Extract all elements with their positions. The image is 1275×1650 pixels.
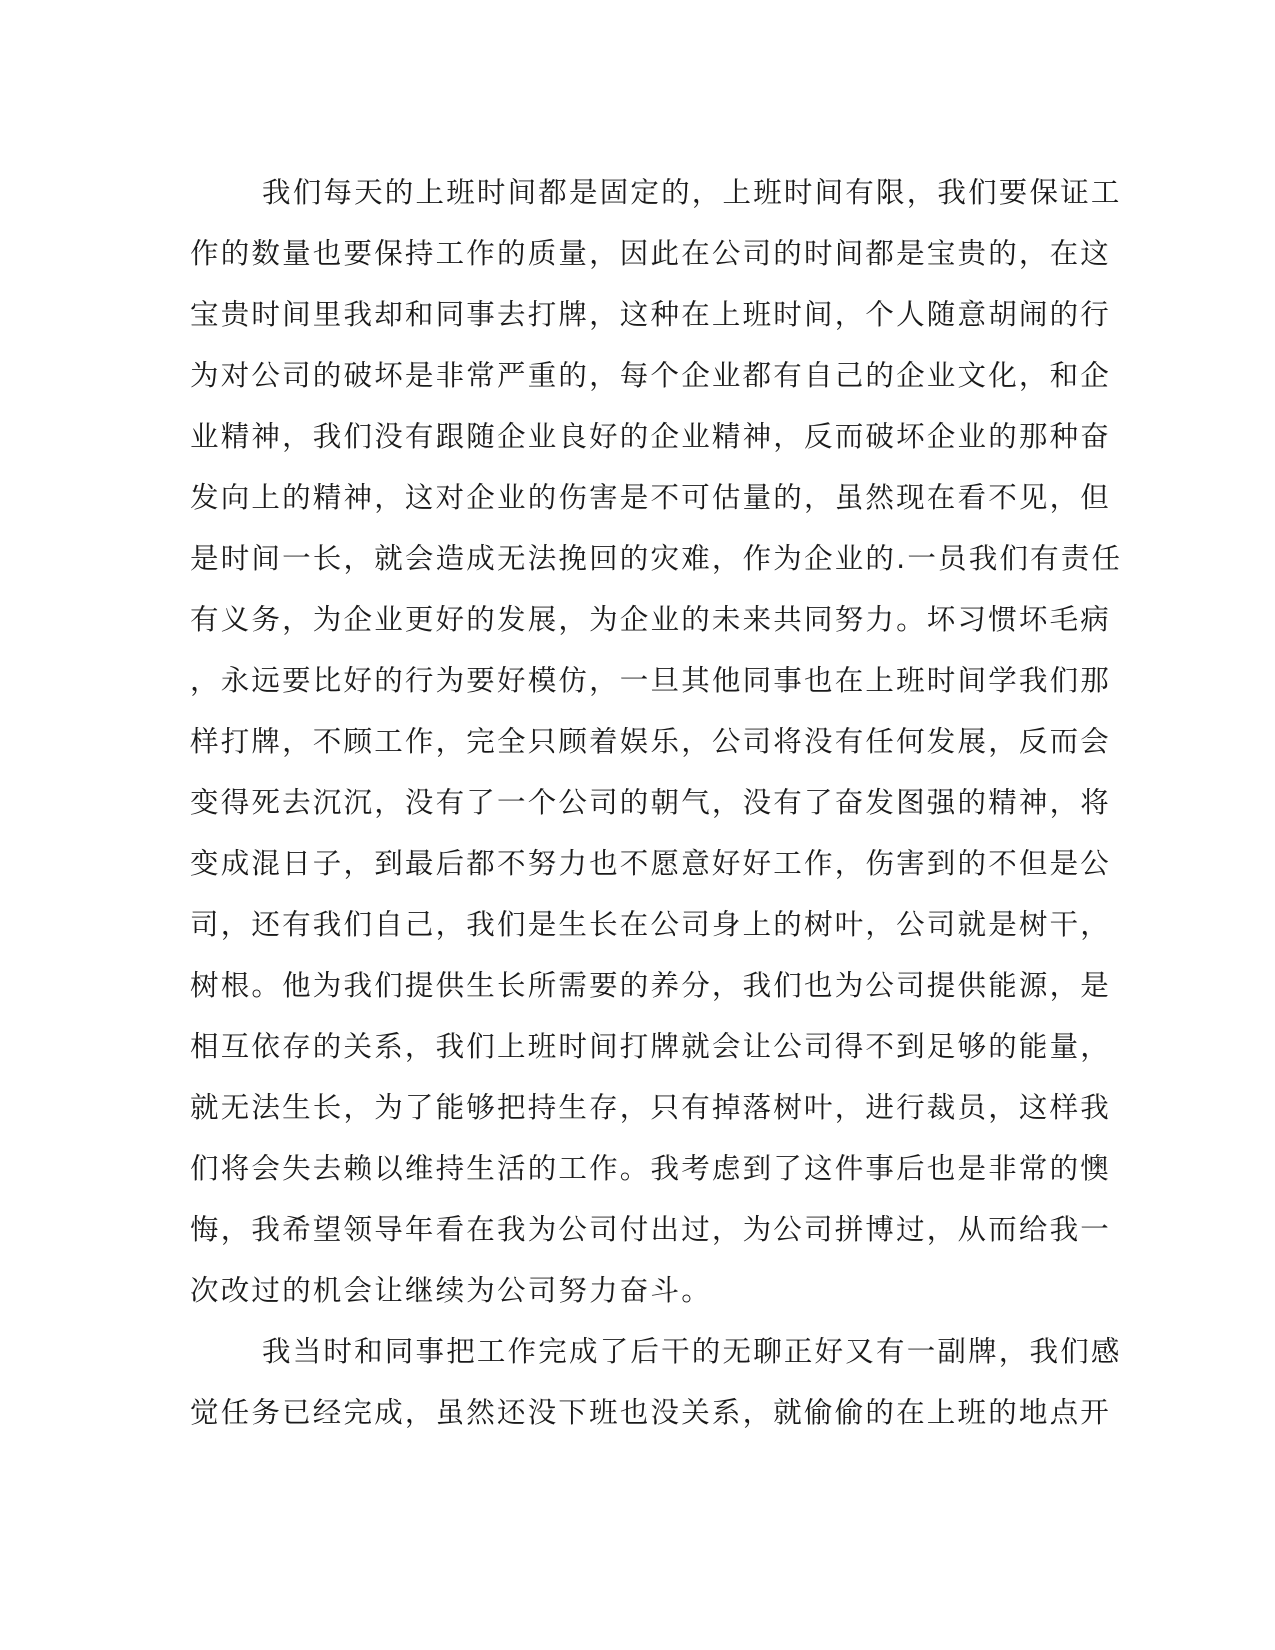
paragraph-1-line: 发向上的精神，这对企业的伤害是不可估量的，虽然现在看不见，但 bbox=[190, 481, 1112, 514]
paragraph-1-line: 我们每天的上班时间都是固定的，上班时间有限，我们要保证工 bbox=[262, 176, 1122, 209]
paragraph-1-line: 为对公司的破坏是非常严重的，每个企业都有自己的企业文化，和企 bbox=[190, 359, 1112, 392]
paragraph-1-line: 变得死去沉沉，没有了一个公司的朝气，没有了奋发图强的精神，将 bbox=[190, 786, 1112, 819]
paragraph-1-line: 是时间一长，就会造成无法挽回的灾难，作为企业的.一员我们有责任 bbox=[190, 542, 1123, 575]
paragraph-1-line: ，永远要比好的行为要好模仿，一旦其他同事也在上班时间学我们那 bbox=[190, 664, 1112, 697]
paragraph-2-line: 我当时和同事把工作完成了后干的无聊正好又有一副牌，我们感 bbox=[262, 1335, 1122, 1368]
paragraph-1-line: 们将会失去赖以维持生活的工作。我考虑到了这件事后也是非常的懊 bbox=[190, 1152, 1112, 1185]
paragraph-1-line: 树根。他为我们提供生长所需要的养分，我们也为公司提供能源，是 bbox=[190, 969, 1112, 1002]
paragraph-1-line: 有义务，为企业更好的发展，为企业的未来共同努力。坏习惯坏毛病 bbox=[190, 603, 1112, 636]
document-body bbox=[190, 162, 1123, 1443]
paragraph-1-line: 业精神，我们没有跟随企业良好的企业精神，反而破坏企业的那种奋 bbox=[190, 420, 1112, 453]
paragraph-1-line: 就无法生长，为了能够把持生存，只有掉落树叶，进行裁员，这样我 bbox=[190, 1091, 1112, 1124]
paragraph-1-line: 宝贵时间里我却和同事去打牌，这种在上班时间，个人随意胡闹的行 bbox=[190, 298, 1112, 331]
paragraph-1-line: 样打牌，不顾工作，完全只顾着娱乐，公司将没有任何发展，反而会 bbox=[190, 725, 1112, 758]
paragraph-1-line: 变成混日子，到最后都不努力也不愿意好好工作，伤害到的不但是公 bbox=[190, 847, 1112, 880]
paragraph-1-line: 司，还有我们自己，我们是生长在公司身上的树叶，公司就是树干， bbox=[190, 908, 1112, 941]
paragraph-1-line: 次改过的机会让继续为公司努力奋斗。 bbox=[190, 1274, 712, 1307]
paragraph-1-line: 相互依存的关系，我们上班时间打牌就会让公司得不到足够的能量， bbox=[190, 1030, 1112, 1063]
paragraph-1-line: 作的数量也要保持工作的质量，因此在公司的时间都是宝贵的，在这 bbox=[190, 237, 1112, 270]
paragraph-2-line: 觉任务已经完成，虽然还没下班也没关系，就偷偷的在上班的地点开 bbox=[190, 1396, 1112, 1429]
paragraph-1-line: 悔，我希望领导年看在我为公司付出过，为公司拼博过，从而给我一 bbox=[190, 1213, 1112, 1246]
